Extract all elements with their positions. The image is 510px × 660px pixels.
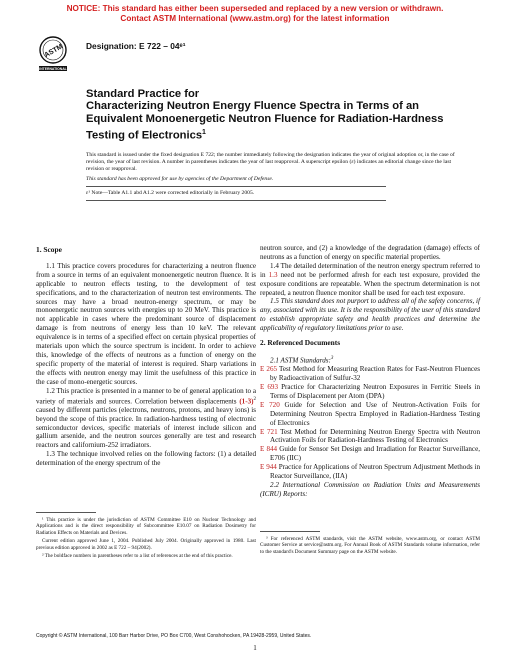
standard-practice-label: Standard Practice for xyxy=(86,88,200,100)
copyright-line: Copyright © ASTM International, 100 Barr Harbor Drive, PO Box C700, West Conshohocken, PA 19428-2959, United States. xyxy=(36,633,312,639)
footnote-rule xyxy=(260,531,320,532)
notice-line-2: Contact ASTM International (www.astm.org) for the latest information xyxy=(120,14,390,23)
editorial-note: ε¹ Note—Table A1.1 abd A1.2 were corrected editorially in February 2005. xyxy=(86,190,255,196)
divider xyxy=(86,200,386,201)
astm-standards-text: 2.1 ASTM Standards: xyxy=(270,356,331,365)
reference-item xyxy=(260,401,480,428)
page-number: 1 xyxy=(253,644,257,652)
right-column xyxy=(260,244,480,499)
reference-code-link[interactable]: E 265 xyxy=(260,365,278,374)
astm-standards-label xyxy=(260,355,480,365)
footnote-ref[interactable]: 2 xyxy=(253,396,256,402)
footnote-ref[interactable]: 3 xyxy=(330,355,334,361)
reference-code-link[interactable]: E 944 xyxy=(260,463,277,472)
para-1-4-text-cont: need not be performed afresh for each test exposure, provided the exposure conditions are repeatable. When the spectrum determination is not repeated, a neutron fluence monitor shall be used for each test exposure. xyxy=(260,270,480,297)
left-footnotes xyxy=(36,517,256,561)
para-1-2-text-cont: caused by different particles (electrons, neutrons, protons, and heavy ions) is beyond the scope of this practice. In radiation-hardness testing of electronic semiconductor devices, specific materials of interest include silicon and gallium arsenide, and the neutron sources generally are test and research reactors and californium-252 irradiators. xyxy=(36,405,256,450)
reference-title: Practice for Applications of Neutron Spectrum Adjustment Methods in Reactor Surveillance, (IIA) xyxy=(270,463,481,481)
reference-code-link[interactable]: E 721 xyxy=(260,427,278,436)
supersession-notice xyxy=(0,4,510,24)
reference-item xyxy=(260,445,480,463)
svg-text:INTERNATIONAL: INTERNATIONAL xyxy=(39,67,67,71)
reference-title: Test Method for Determining Neutron Energy Spectra with Neutron Activation Foils for Radiation-Hardness Testing of Electronics xyxy=(270,427,480,445)
referenced-documents-heading: 2. Referenced Documents xyxy=(260,338,341,348)
section-link[interactable]: 1.3 xyxy=(268,270,278,279)
dod-approval-text: This standard has been approved for use by agencies of the Department of Defense. xyxy=(86,176,274,182)
reference-code-link[interactable]: E 844 xyxy=(260,445,278,454)
footnote-rule xyxy=(36,512,96,513)
right-footnotes xyxy=(260,536,480,557)
reference-title: Guide for Sensor Set Design and Irradiation for Reactor Surveillance, E706 (IIC) xyxy=(270,445,480,463)
reference-code-link[interactable]: E 720 xyxy=(260,400,280,409)
para-1-3-cont: neutron source, and (2) a knowledge of the degradation (damage) effects of neutrons as a function of energy on specific material properties. xyxy=(260,244,480,261)
astm-logo-icon xyxy=(38,34,68,74)
designation: Designation: E 722 – 04ᵉ¹ xyxy=(86,41,186,51)
scope-heading: 1. Scope xyxy=(36,245,62,254)
svg-text:ASTM: ASTM xyxy=(43,43,65,60)
fixed-designation-text: This standard is issued under the fixed designation E 722; the number immediately following the designation indicates the year of original adoption or, in the case of revision, the year of last revision. A number in parentheses indicates the year of last reapproval. A superscript epsilon (ε) indicates an editorial change since the last revision or reapproval. xyxy=(86,152,455,173)
reference-item xyxy=(260,463,480,481)
para-1-1: 1.1 This practice covers procedures for characterizing a neutron fluence from a source in terms of an equivalent monoenergetic neutron fluence. It is applicable to neutron effects testing, to the development of test specifications, and to the characterization of neutron test environments. The sources may have a broad neutron-energy spectrum, or may be monoenergetic neutron sources with energies up to 20 MeV. This practice is not applicable in cases where the predominant source of displacement damage is from neutrons of energy less than 10 keV. The relevant equivalence is in terms of a specified effect on certain physical properties of materials upon which the source spectrum is incident. In order to achieve this, knowledge of the effects of neutrons as a function of energy on the specific property of the material of interest is required. Sharp variations in the effects with neutron energy may limit the usefulness of this practice in the case of mono-energetic sources. xyxy=(36,261,256,386)
reference-title: Test Method for Measuring Reaction Rates for Fast-Neutron Fluences by Radioactivation of Sulfur-32 xyxy=(270,365,480,383)
para-2-2: 2.2 International Commission on Radiation Units and Measurements (ICRU) Reports: xyxy=(260,481,480,498)
notice-line-1: NOTICE: This standard has either been superseded and replaced by a new version or withdrawn. xyxy=(66,4,444,13)
divider xyxy=(86,186,386,187)
para-1-2 xyxy=(36,387,256,451)
title-text: Characterizing Neutron Energy Fluence Spectra in Terms of an Equivalent Monoenergetic Neutron Fluence for Radiation-Hardness Testing of Electronics xyxy=(86,100,444,142)
reference-code-link[interactable]: E 693 xyxy=(260,383,279,392)
para-1-3: 1.3 The technique involved relies on the following factors: (1) a detailed determination of the energy spectrum of the xyxy=(36,450,256,468)
reference-item xyxy=(260,383,480,401)
footnote-2: ² The boldface numbers in parentheses refer to a list of references at the end of this practice. xyxy=(42,553,233,560)
reference-item xyxy=(260,365,480,383)
para-1-4-text: 1.4 The detailed determination of the neutron energy spectrum referred to in xyxy=(260,261,480,279)
para-1-5: 1.5 This standard does not purport to address all of the safety concerns, if any, associated with its use. It is the responsibility of the user of this standard to establish appropriate safety and health practices and determine the applicability of regulatory limitations prior to use. xyxy=(260,297,480,333)
para-1-4 xyxy=(260,262,480,298)
title-footnote-ref[interactable]: 1 xyxy=(202,129,206,136)
footnote-1: ¹ This practice is under the jurisdiction of ASTM Committee E10 on Nuclear Technology and Applications and is the direct responsibility of Subcommittee E10.07 on Radiation Dosimetry for Radiation Effects on Materials and Devices. xyxy=(36,517,256,536)
left-column xyxy=(36,244,256,468)
document-title xyxy=(86,100,466,143)
reference-link[interactable]: (1-3) xyxy=(239,396,254,405)
reference-title: Practice for Characterizing Neutron Exposures in Ferritic Steels in Terms of Displacement per Atom (DPA) xyxy=(270,383,481,400)
footnote-3: ³ For referenced ASTM standards, visit the ASTM website, www.astm.org, or contact ASTM Customer Service at service@astm.org. For Annual Book of ASTM Standards volume information, refer to the standard's Document Summary page on the ASTM website. xyxy=(260,536,480,555)
reference-list xyxy=(260,365,480,481)
para-1-2-text: 1.2 This practice is presented in a manner to be of general application to a variety of materials and sources. Correlation between displacements xyxy=(36,386,256,405)
reference-item xyxy=(260,428,480,446)
reference-title: Guide for Selection and Use of Neutron-Activation Foils for Determining Neutron Spectra Employed in Radiation-Hardness Testing of Electronics xyxy=(270,400,480,427)
footnote-1b: Current edition approved June 1, 2004. Published July 2004. Originally approved in 1980. Last previous edition approved in 2002 as E 722 – 94(2002). xyxy=(36,538,256,551)
